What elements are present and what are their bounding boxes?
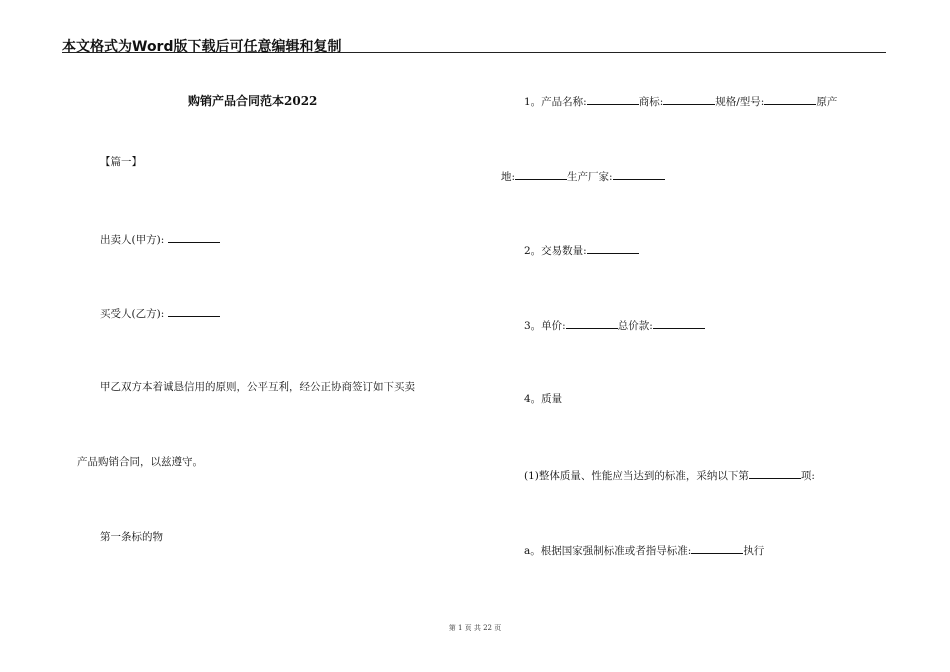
item1-line-continued	[501, 168, 665, 184]
item4-heading: 4。质量	[524, 393, 563, 405]
standard-blank	[691, 542, 743, 554]
standard-suffix: 执行	[743, 545, 765, 557]
total-price-blank	[653, 317, 705, 329]
buyer-blank	[168, 305, 220, 317]
seller-label: 出卖人(甲方):	[100, 234, 165, 246]
buyer-label: 买受人(乙方):	[100, 308, 165, 320]
document-title: 购销产品合同范本2022	[188, 94, 318, 108]
section-heading: 【篇一】	[100, 156, 142, 168]
origin-label-part1: 原产	[816, 96, 838, 108]
unit-price-blank	[566, 317, 618, 329]
buyer-line	[100, 305, 220, 321]
quality-clause-text: (1)整体质量、性能应当达到的标准，采纳以下第	[524, 470, 749, 482]
article-heading: 第一条标的物	[100, 531, 163, 543]
origin-blank	[515, 168, 567, 180]
quality-clause-blank	[749, 467, 801, 479]
spec-blank	[764, 93, 816, 105]
paragraph-line-1: 甲乙双方本着诚恳信用的原则，公平互利，经公正协商签订如下买卖	[100, 381, 415, 393]
total-price-label: 总价款:	[617, 320, 653, 332]
unit-price-label: 3。单价:	[524, 320, 566, 332]
quantity-label: 2。交易数量:	[524, 245, 587, 257]
manufacturer-blank	[613, 168, 665, 180]
seller-line	[100, 231, 220, 247]
product-name-label: 1。产品名称:	[524, 96, 587, 108]
spec-label: 规格/型号:	[715, 96, 765, 108]
page-number: 第 1 页 共 22 页	[448, 624, 502, 632]
document-header-title: 本文格式为Word版下载后可任意编辑和复制	[62, 39, 342, 55]
item3-line	[524, 317, 705, 333]
item1-line	[524, 93, 837, 109]
origin-label-part2: 地:	[501, 171, 516, 183]
trademark-label: 商标:	[638, 96, 664, 108]
trademark-blank	[663, 93, 715, 105]
quality-clause-1	[524, 467, 815, 483]
seller-blank	[168, 231, 220, 243]
product-name-blank	[587, 93, 639, 105]
manufacturer-label: 生产厂家:	[567, 171, 613, 183]
quality-clause-suffix: 项:	[800, 470, 815, 482]
header-divider	[62, 52, 886, 53]
paragraph-line-2: 产品购销合同，以兹遵守。	[77, 456, 203, 468]
quantity-blank	[587, 242, 639, 254]
standard-label: a。根据国家强制标准或者指导标准:	[524, 545, 692, 557]
item2-line	[524, 242, 639, 258]
quality-clause-a	[524, 542, 764, 558]
